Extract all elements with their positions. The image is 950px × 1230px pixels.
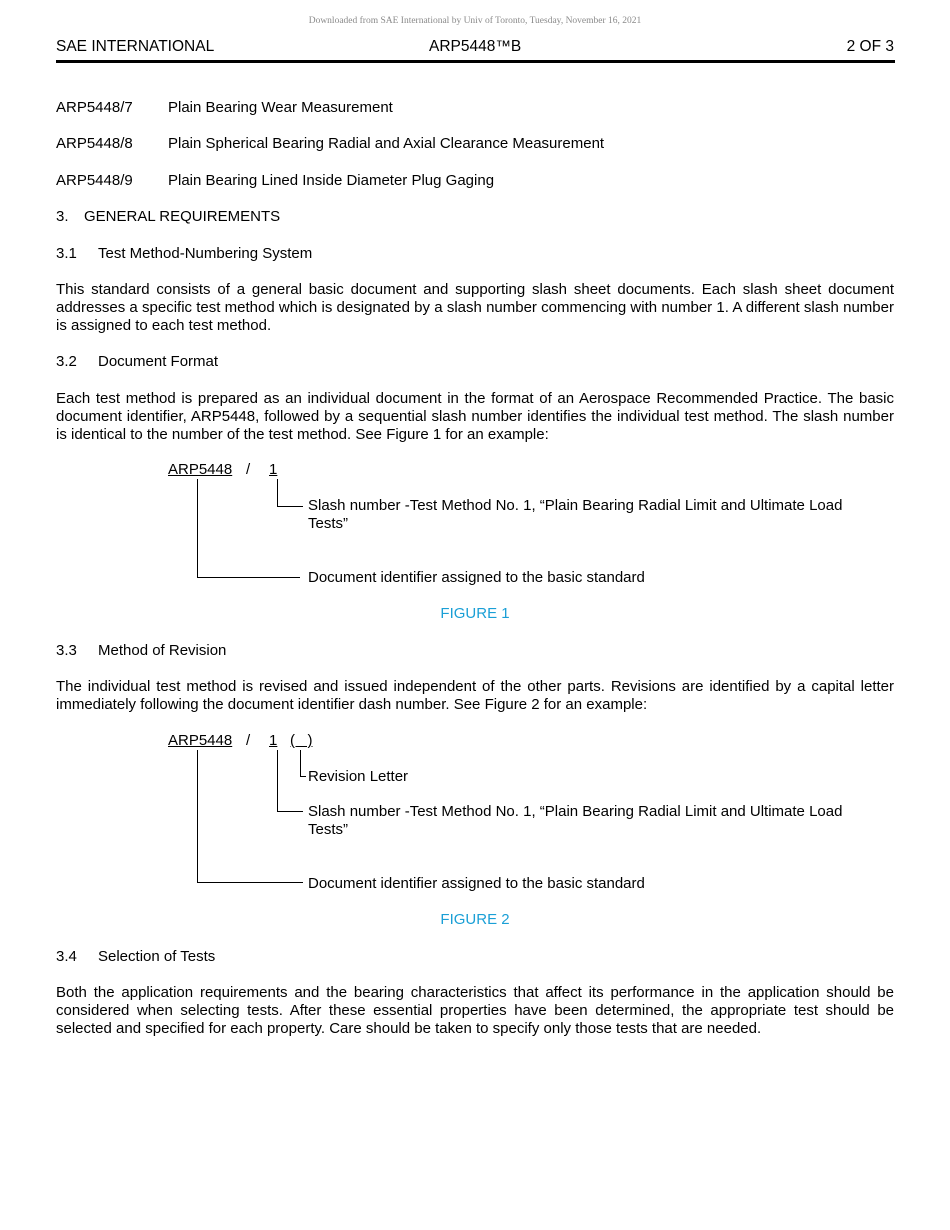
header-page-number: 2 OF 3 xyxy=(846,38,894,55)
slash-number-callout-cont: Tests” xyxy=(308,515,349,532)
doc-identifier-callout: Document identifier assigned to the basic standard xyxy=(308,569,645,586)
subsection-title: Test Method-Numbering System xyxy=(98,245,313,262)
subsection-title: Selection of Tests xyxy=(98,948,216,965)
revision-letter-callout: Revision Letter xyxy=(308,768,409,785)
slash-list-title: Plain Bearing Wear Measurement xyxy=(168,99,393,116)
paragraph: The individual test method is revised and issued independent of the other parts. Revisions are identified by a capital letter immediately following the document identifier dash number. See Figure 2 for an example: xyxy=(56,678,894,713)
slash-list-title: Plain Bearing Lined Inside Diameter Plug Gaging xyxy=(168,172,495,189)
connector-line xyxy=(197,750,198,883)
slash-list-title: Plain Spherical Bearing Radial and Axial Clearance Measurement xyxy=(168,135,605,152)
connector-line xyxy=(197,479,198,578)
slash-number-callout-cont: Tests” xyxy=(308,821,349,838)
connector-line xyxy=(300,750,301,777)
revision-letter-placeholder: ( ) xyxy=(290,732,313,749)
slash-list-id: ARP5448/8 xyxy=(56,135,133,152)
connector-line xyxy=(300,776,306,777)
connector-line xyxy=(277,479,278,507)
section-number: 3. xyxy=(56,208,69,225)
paragraph: Each test method is prepared as an individual document in the format of an Aerospace Recommended Practice. The basic document identifier, ARP5448, followed by a sequential slash number identifies the individual test method. The slash number is identical to the number of the test method. See Figure 1 for an example: xyxy=(56,390,894,443)
connector-line xyxy=(197,577,300,578)
connector-line xyxy=(277,811,303,812)
slash-number-callout: Slash number -Test Method No. 1, “Plain Bearing Radial Limit and Ultimate Load xyxy=(308,803,843,820)
subsection-title: Method of Revision xyxy=(98,642,227,659)
connector-line xyxy=(197,882,303,883)
download-watermark: Downloaded from SAE International by Univ of Toronto, Tuesday, November 16, 2021 xyxy=(308,16,642,26)
figure-caption: FIGURE 1 xyxy=(440,605,510,622)
header-rule xyxy=(56,60,895,63)
doc-identifier-callout: Document identifier assigned to the basic standard xyxy=(308,875,645,892)
subsection-title: Document Format xyxy=(98,353,219,370)
header-doc-number: ARP5448™B xyxy=(429,38,522,55)
section-title: GENERAL REQUIREMENTS xyxy=(84,208,281,225)
slash-separator: / xyxy=(246,732,251,749)
subsection-number: 3.4 xyxy=(56,948,77,965)
connector-line xyxy=(277,750,278,812)
paragraph: This standard consists of a general basic document and supporting slash sheet documents. Each slash sheet document addresses a specific test method which is designated by a slash number commencing with number 1. A different slash number is assigned to each test method. xyxy=(56,281,894,334)
slash-number-callout: Slash number -Test Method No. 1, “Plain Bearing Radial Limit and Ultimate Load xyxy=(308,497,843,514)
doc-id-label: ARP5448 xyxy=(168,732,233,749)
header-publisher: SAE INTERNATIONAL xyxy=(56,38,215,55)
slash-number-label: 1 xyxy=(269,461,278,478)
subsection-number: 3.1 xyxy=(56,245,77,262)
figure-caption: FIGURE 2 xyxy=(440,911,510,928)
slash-list-id: ARP5448/7 xyxy=(56,99,133,116)
doc-id-label: ARP5448 xyxy=(168,461,233,478)
slash-number-label: 1 xyxy=(269,732,278,749)
subsection-number: 3.2 xyxy=(56,353,77,370)
slash-list-id: ARP5448/9 xyxy=(56,172,133,189)
connector-line xyxy=(277,506,303,507)
slash-separator: / xyxy=(246,461,251,478)
subsection-number: 3.3 xyxy=(56,642,77,659)
paragraph: Both the application requirements and the bearing characteristics that affect its performance in the application should be considered when selecting tests. After these essential properties have been determined, the appropriate test should be selected and specified for each property. Care should be taken to specify only those tests that are needed. xyxy=(56,984,894,1037)
